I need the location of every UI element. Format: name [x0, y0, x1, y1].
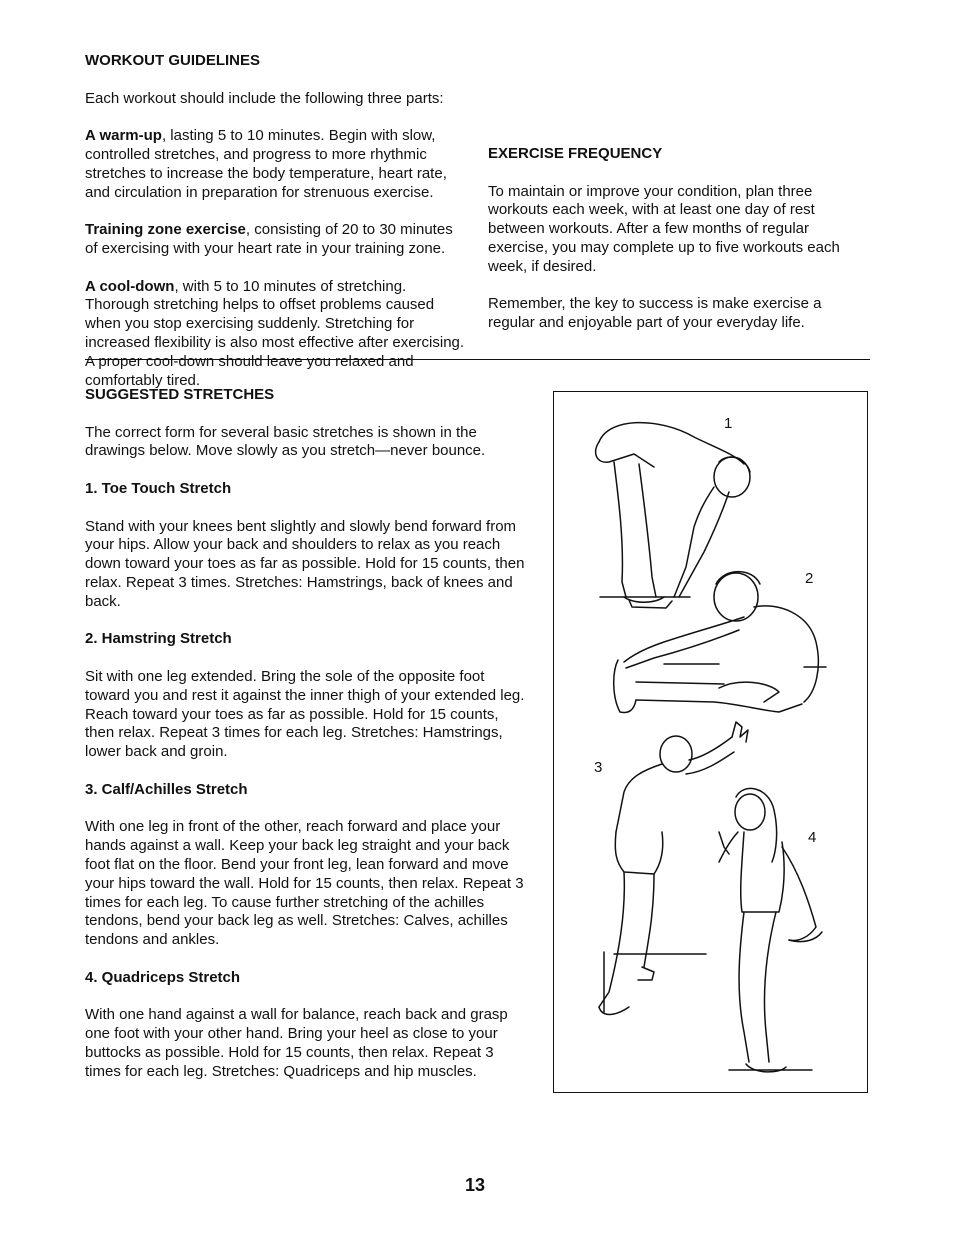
section-divider	[85, 359, 870, 360]
training-label: Training zone exercise	[85, 221, 246, 239]
frequency-paragraph-1: To maintain or improve your condition, plan three workouts each week, with at least one day of rest between workouts. After a few months of regular exercise, you may complete up to five workouts each week, if desired.	[488, 182, 840, 275]
stretch-4-title: 4. Quadriceps Stretch	[85, 968, 241, 986]
workout-intro: Each workout should include the following three parts:	[85, 89, 444, 107]
quadriceps-figure	[719, 788, 822, 1071]
stretches-heading: SUGGESTED STRETCHES	[85, 386, 275, 403]
stretch-illustrations	[553, 391, 868, 1093]
stretch-1-title: 1. Toe Touch Stretch	[85, 479, 232, 497]
warmup-label: A warm-up	[85, 127, 162, 145]
frequency-heading: EXERCISE FREQUENCY	[488, 145, 663, 162]
training-paragraph	[85, 221, 465, 259]
stretch-3-text: With one leg in front of the other, reach forward and place your hands against a wall. Keep your back leg straight and your back foot flat on the floor. Bend your front leg, lean forward and move your hips toward the wall. Hold for 15 counts, then relax. Repeat 3 times for each leg. To cause further stretching of the achilles tendons, bend your back leg as well. Stretches: Calves, achilles tendons and ankles.	[85, 818, 524, 949]
stretch-3-title: 3. Calf/Achilles Stretch	[85, 780, 248, 798]
stretch-2-text: Sit with one leg extended. Bring the sole of the opposite foot toward you and rest it against the inner thigh of your extended leg. Reach toward your toes as far as possible. Hold for 15 counts, then relax. Repeat 3 times for each leg. Stretches: Hamstrings, lower back and groin.	[85, 667, 525, 761]
stretch-2-title: 2. Hamstring Stretch	[85, 630, 232, 648]
cooldown-label: A cool-down	[85, 277, 175, 295]
suggested-stretches-section	[85, 386, 525, 1081]
workout-heading: WORKOUT GUIDELINES	[85, 52, 260, 69]
cooldown-text: , with 5 to 10 minutes of stretching. Thorough stretching helps to offset problems caused when you stop exercising suddenly. Stretching for increased flexibility is also most effective after exercising. A proper cool-down should leave you relaxed and comfortably tired.	[85, 277, 465, 389]
figure-label-4: 4	[808, 829, 817, 846]
exercise-frequency-section	[488, 145, 870, 333]
stretch-1-text: Stand with your knees bent slightly and slowly bend forward from your hips. Allow your back and shoulders to relax as you reach down toward your toes as far as possible. Hold for 15 counts, then relax. Repeat 3 times. Stretches: Hamstrings, back of knees and back.	[85, 517, 525, 610]
toe-touch-figure	[596, 423, 750, 608]
stretches-intro: The correct form for several basic stretches is shown in the drawings below. Move slowly as you stretch—never bounce.	[85, 423, 486, 460]
stretch-drawings	[554, 392, 869, 1094]
figure-label-1: 1	[724, 415, 733, 432]
stretch-4-text: With one hand against a wall for balance, reach back and grasp one foot with your other hand. Bring your heel as close to your buttocks as possible. Hold for 15 counts, then relax. Repeat 3 times for each leg. Stretches: Quadriceps and hip muscles.	[85, 1006, 508, 1080]
hamstring-figure	[614, 572, 826, 713]
frequency-paragraph-2: Remember, the key to success is make exercise a regular and enjoyable part of your everyday life.	[488, 295, 822, 332]
cooldown-paragraph	[85, 278, 465, 391]
warmup-text: , lasting 5 to 10 minutes. Begin with slow, controlled stretches, and progress to more rhythmic stretches to increase the body temperature, heart rate, and circulation in preparation for strenuous exercise.	[85, 127, 447, 201]
workout-guidelines-section	[85, 52, 465, 390]
figure-label-3: 3	[594, 759, 603, 776]
page-number: 13	[465, 1175, 486, 1195]
figure-label-2: 2	[805, 570, 814, 587]
calf-achilles-figure	[599, 722, 748, 1015]
training-text: , consisting of 20 to 30 minutes of exercising with your heart rate in your training zone.	[85, 221, 453, 257]
warmup-paragraph	[85, 127, 465, 202]
